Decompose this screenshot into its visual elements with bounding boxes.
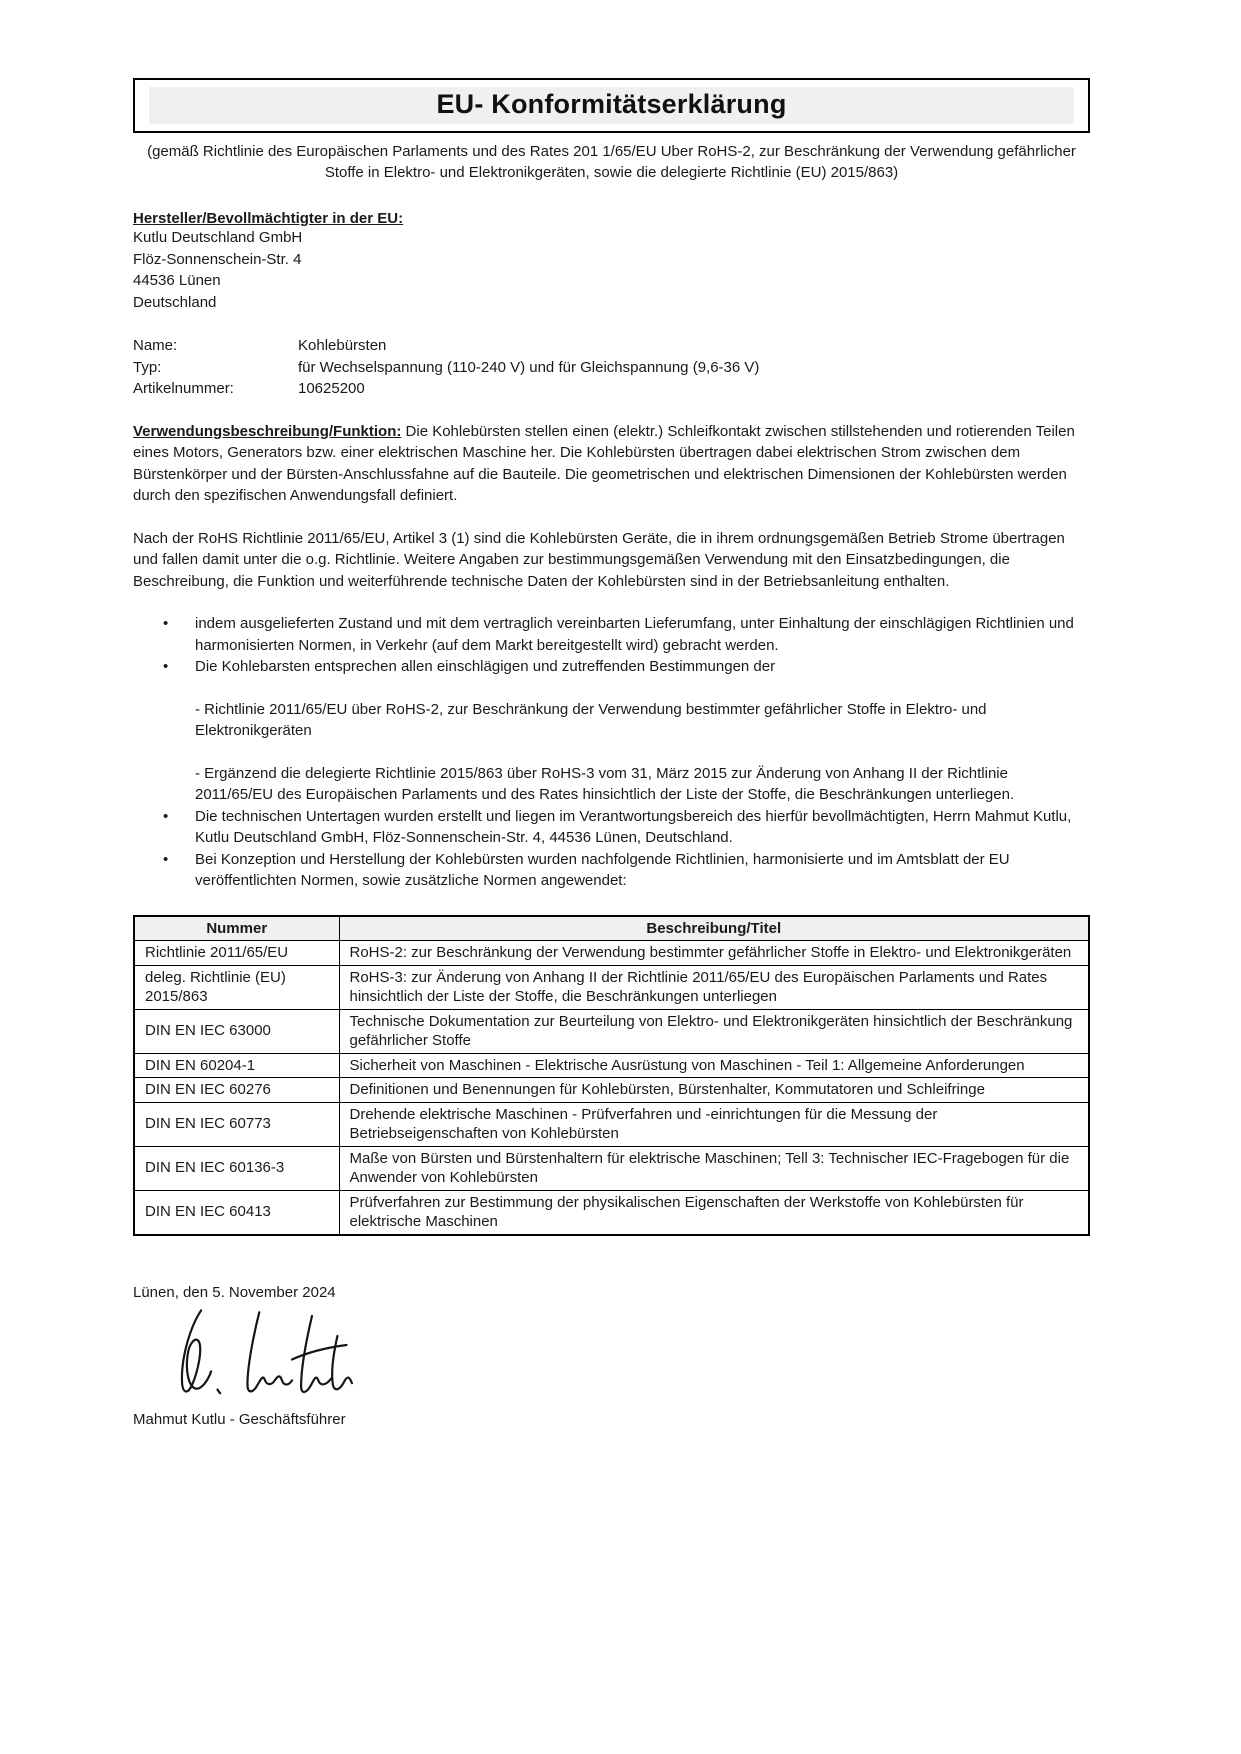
title-banner [149,87,1074,124]
product-article-label: Artikelnummer: [133,380,234,397]
manufacturer-country: Deutschland [133,293,217,311]
manufacturer-city: 44536 Lünen [133,272,221,289]
product-block [133,335,1090,400]
subtitle: (gemäß Richtlinie des Europäischen Parlaments und des Rates 201 1/65/EU Uber RoHS-2, zur Beschränkung der Verwendung gefährlicher Stoffe in Elektro- und Elektronikgeräten, sowie die delegierte Richtlinie (EU) 2015/863) [147,143,1076,181]
rohs-paragraph: Nach der RoHS Richtlinie 2011/65/EU, Artikel 3 (1) sind die Kohlebürsten Geräte, die in ihrem ordnungsgemäßen Betrieb Strome übertragen und fallen damit unter die o.g. Richtlinie. Weitere Angaben zur bestimmungsgemäßen Verwendung mit den Einsatzbedingungen, die Beschreibung, die Funktion und weiterführende technische Daten der Kohlebürsten sind in der Betriebsanleitung enthalten. [133,529,1065,590]
bullet-2-text: Die Kohlebarsten entsprechen allen einschlägigen und zutreffenden Bestimmungen der [195,658,776,675]
bullet-list [133,613,1090,892]
bullet-item-2 [133,656,1090,678]
place-date: Lünen, den 5. November 2024 [133,1283,336,1301]
signatory-name: Mahmut Kutlu - Geschäftsführer [133,1410,346,1428]
manufacturer-name: Kutlu Deutschland GmbH [133,229,303,246]
table-header-row [134,916,1089,941]
table-row [134,941,1089,966]
usage-heading: Verwendungsbeschreibung/Funktion: [133,422,402,440]
table-header-beschreibung: Beschreibung/Titel [339,916,1089,941]
table-row [134,1053,1089,1078]
norm-number: DIN EN IEC 60413 [134,1190,339,1235]
bullet-4-text: Bei Konzeption und Herstellung der Kohlebürsten wurden nachfolgende Richtlinien, harmonisierte und im Amtsblatt der EU veröffentlichten Normen, sowie zusätzliche Normen angewendet: [195,850,1010,889]
bullet-icon: • [163,615,169,632]
table-row [134,1146,1089,1190]
table-row [134,965,1089,1009]
norm-description: Sicherheit von Maschinen - Elektrische Ausrüstung von Maschinen - Teil 1: Allgemeine Anforderungen [339,1053,1089,1078]
norm-description: Technische Dokumentation zur Beurteilung von Elektro- und Elektronikgeräten hinsichtlich der Beschränkung gefährlicher Stoffe [339,1009,1089,1053]
document-content [133,0,1090,1430]
title-box [133,78,1090,133]
product-type-value: für Wechselspannung (110-240 V) und für Gleichspannung (9,6-36 V) [298,358,760,376]
norms-table [133,915,1090,1236]
product-name-value: Kohlebürsten [298,337,387,354]
norm-description: Maße von Bürsten und Bürstenhaltern für elektrische Maschinen; Tell 3: Technischer IEC-Fragebogen für die Anwender von Kohlebürsten [339,1146,1089,1190]
norm-number: deleg. Richtlinie (EU) 2015/863 [134,965,339,1009]
norm-description: Definitionen und Benennungen für Kohlebürsten, Bürstenhalter, Kommutatoren und Schleifringe [339,1078,1089,1103]
product-row-type [133,357,1090,379]
bullet-3-text: Die technischen Untertagen wurden erstellt und liegen im Verantwortungsbereich des hierfür bevollmächtigten, Herrn Mahmut Kutlu, Kutlu Deutschland GmbH, Flöz-Sonnenschein-Str. 4, 44536 Lünen, Deutschland. [195,807,1072,846]
footer [133,1282,1090,1430]
signature-image [147,1305,1090,1405]
table-row [134,1078,1089,1103]
bullet-2-subitem-2: - Ergänzend die delegierte Richtlinie 2015/863 über RoHS-3 vom 31, März 2015 zur Änderung von Anhang II der Richtlinie 2011/65/EU des Europäischen Parlaments und des Rates hinsichtlich der Liste der Stoffe, die Beschränkungen unterliegen. [195,764,1015,803]
bullet-icon: • [163,850,169,868]
page-title: EU- Konformitätserklärung [436,89,787,119]
norm-number: DIN EN IEC 63000 [134,1009,339,1053]
bullet-icon: • [163,658,169,675]
usage-text: Die Kohlebürsten stellen einen (elektr.) Schleifkontakt zwischen stillstehenden und rotierenden Teilen eines Motors, Generators bzw. einer elektrischen Maschine her. Die Kohlebürsten übertragen dabei elektrischen Strom zwischen dem Bürstenkörper und der Bürsten-Anschlussfahne auf die Bauteile. Die geometrischen und elektrischen Dimensionen der Kohlebürsten werden durch den spezifischen Anwendungsfall definiert. [133,422,1075,504]
norm-description: Drehende elektrische Maschinen - Prüfverfahren und -einrichtungen für die Messung der Betriebseigenschaften von Kohlebürsten [339,1102,1089,1146]
table-row [134,1102,1089,1146]
bullet-1-text: indem ausgelieferten Zustand und mit dem vertraglich vereinbarten Lieferumfang, unter Einhaltung der einschlägigen Richtlinien und harmonisierten Normen, in Verkehr (auf dem Markt bereitgestellt wird) gebracht werden. [195,615,1074,654]
bullet-2-subitem-1: - Richtlinie 2011/65/EU über RoHS-2, zur Beschränkung der Verwendung bestimmter gefährlicher Stoffe in Elektro- und Elektronikgeräten [195,700,987,739]
usage-paragraph [133,421,1090,507]
product-row-name [133,335,1090,357]
product-name-label: Name: [133,337,178,354]
norm-number: DIN EN IEC 60136-3 [134,1146,339,1190]
product-row-article [133,378,1090,400]
bullet-item-1 [133,613,1090,656]
norm-number: DIN EN 60204-1 [134,1053,339,1078]
table-header-nummer: Nummer [134,916,339,941]
product-article-value: 10625200 [298,380,365,397]
norm-description: RoHS-2: zur Beschränkung der Verwendung bestimmter gefährlicher Stoffe in Elektro- und Elektronikgeräten [339,941,1089,966]
norm-number: DIN EN IEC 60773 [134,1102,339,1146]
table-row [134,1009,1089,1053]
bullet-item-3 [133,806,1090,849]
bullet-item-4 [133,849,1090,892]
norm-description: Prüfverfahren zur Bestimmung der physikalischen Eigenschaften der Werkstoffe von Kohlebürsten für elektrische Maschinen [339,1190,1089,1235]
norm-description: RoHS-3: zur Änderung von Anhang II der Richtlinie 2011/65/EU des Europäischen Parlaments und Rates hinsichtlich der Liste der Stoffe, die Beschränkungen unterliegen [339,965,1089,1009]
product-type-label: Typ: [133,358,162,376]
bullet-icon: • [163,807,169,825]
norm-number: Richtlinie 2011/65/EU [134,941,339,966]
manufacturer-heading: Hersteller/Bevollmächtigter in der EU: [133,210,404,227]
norm-number: DIN EN IEC 60276 [134,1078,339,1103]
manufacturer-street: Flöz-Sonnenschein-Str. 4 [133,250,302,268]
table-row [134,1190,1089,1235]
